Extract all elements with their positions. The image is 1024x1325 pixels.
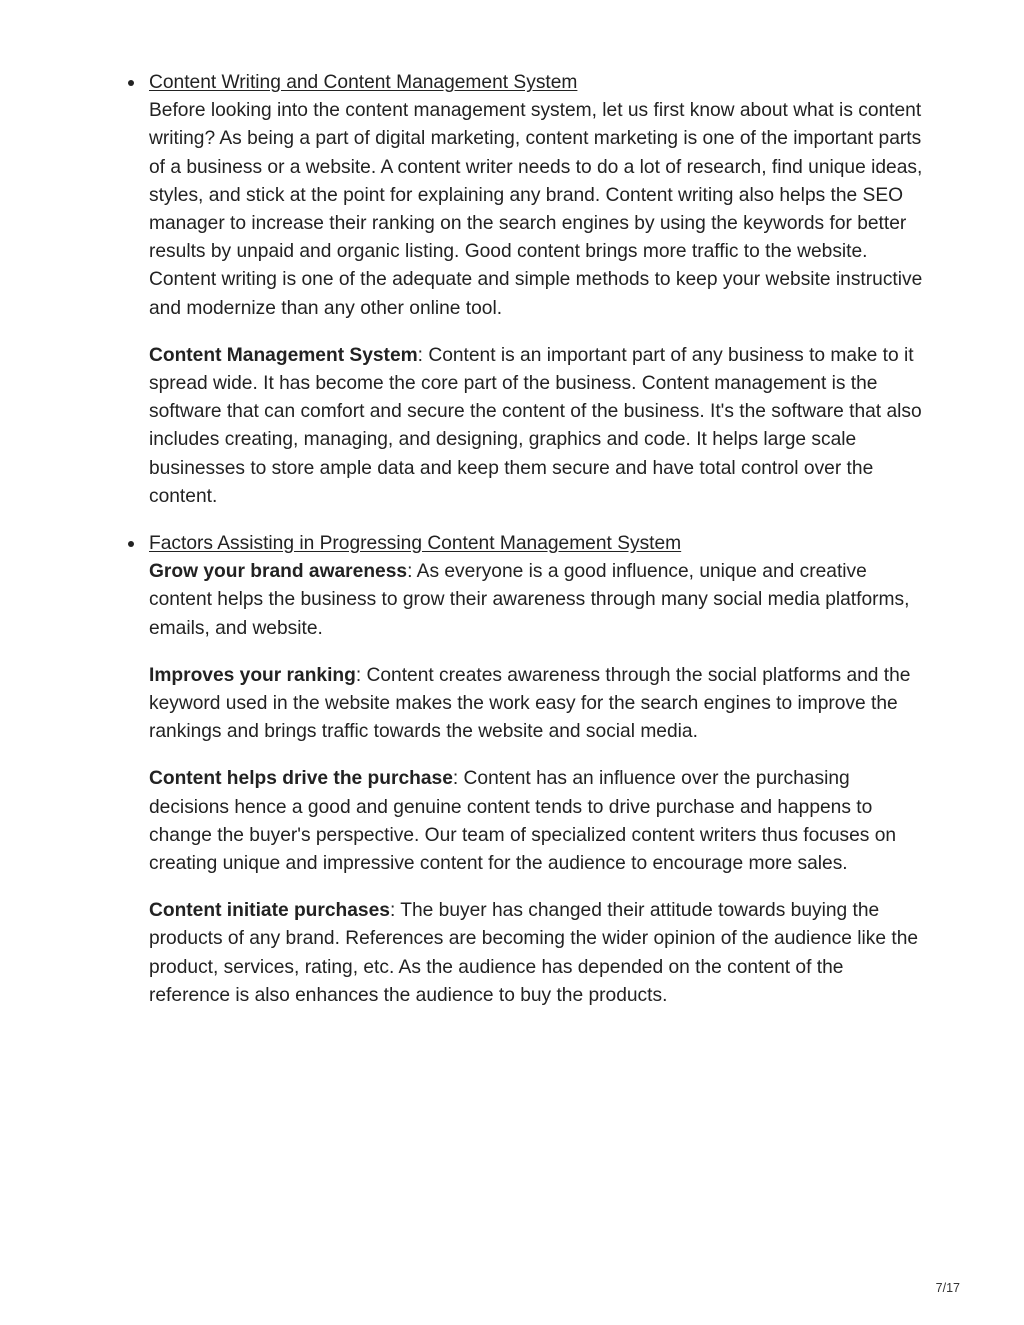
paragraph-initiate-purchases <box>149 897 929 1010</box>
section-factors <box>149 530 929 1010</box>
term-label: Content initiate purchases <box>149 900 390 922</box>
term-text: : Content is an important part of any business to make to it spread wide. It has become the core part of the business. Content management is the software that can comfort and secure the content of the business. It's the software that also includes creating, managing, and designing, graphics and code. It helps large scale businesses to store ample data and keep them secure and have total control over the content. <box>149 344 922 507</box>
paragraph-content-management-system <box>149 342 929 511</box>
document-body <box>149 69 929 1029</box>
bullet-icon <box>128 541 134 547</box>
term-label: Content helps drive the purchase <box>149 768 453 790</box>
heading-link-factors[interactable]: Factors Assisting in Progressing Content Management System <box>149 533 682 555</box>
term-label: Improves your ranking <box>149 664 356 686</box>
bullet-icon <box>128 80 134 86</box>
term-text: : Content has an influence over the purchasing decisions hence a good and genuine content tends to drive purchase and happens to change the buyer's perspective. Our team of specialized content writers thus focuses on creating unique and impressive content for the audience to encourage more sales. <box>149 768 897 875</box>
term-text: : Content creates awareness through the social platforms and the keyword used in the website makes the work easy for the search engines to improve the rankings and brings traffic towards the website and social media. <box>149 664 911 743</box>
paragraph-drive-purchase <box>149 765 929 878</box>
paragraph-improves-ranking <box>149 662 929 747</box>
term-label: Grow your brand awareness <box>149 561 408 583</box>
term-label: Content Management System <box>149 344 418 366</box>
section-content-writing <box>149 69 929 511</box>
page-number: 7/17 <box>935 1281 960 1295</box>
paragraph-grow-brand-awareness <box>149 558 929 643</box>
term-text: : The buyer has changed their attitude towards buying the products of any brand. References are becoming the wider opinion of the audience like the product, services, rating, etc. As the audience has depended on the content of the reference is also enhances the audience to buy the products. <box>149 900 919 1006</box>
paragraph-content-writing-intro: Before looking into the content management system, let us first know about what is content writing? As being a part of digital marketing, content marketing is one of the important parts of a business or a website. A content writer needs to do a lot of research, find unique ideas, styles, and stick at the point for explaining any brand. Content writing also helps the SEO manager to increase their ranking on the search engines by using the keywords for better results by unpaid and organic listing. Good content brings more traffic to the website. Content writing is one of the adequate and simple methods to keep your website instructive and modernize than any other online tool. <box>149 100 923 319</box>
term-text: : As everyone is a good influence, unique and creative content helps the business to grow their awareness through many social media platforms, emails, and website. <box>149 561 910 639</box>
heading-link-content-writing[interactable]: Content Writing and Content Management System <box>149 72 578 93</box>
